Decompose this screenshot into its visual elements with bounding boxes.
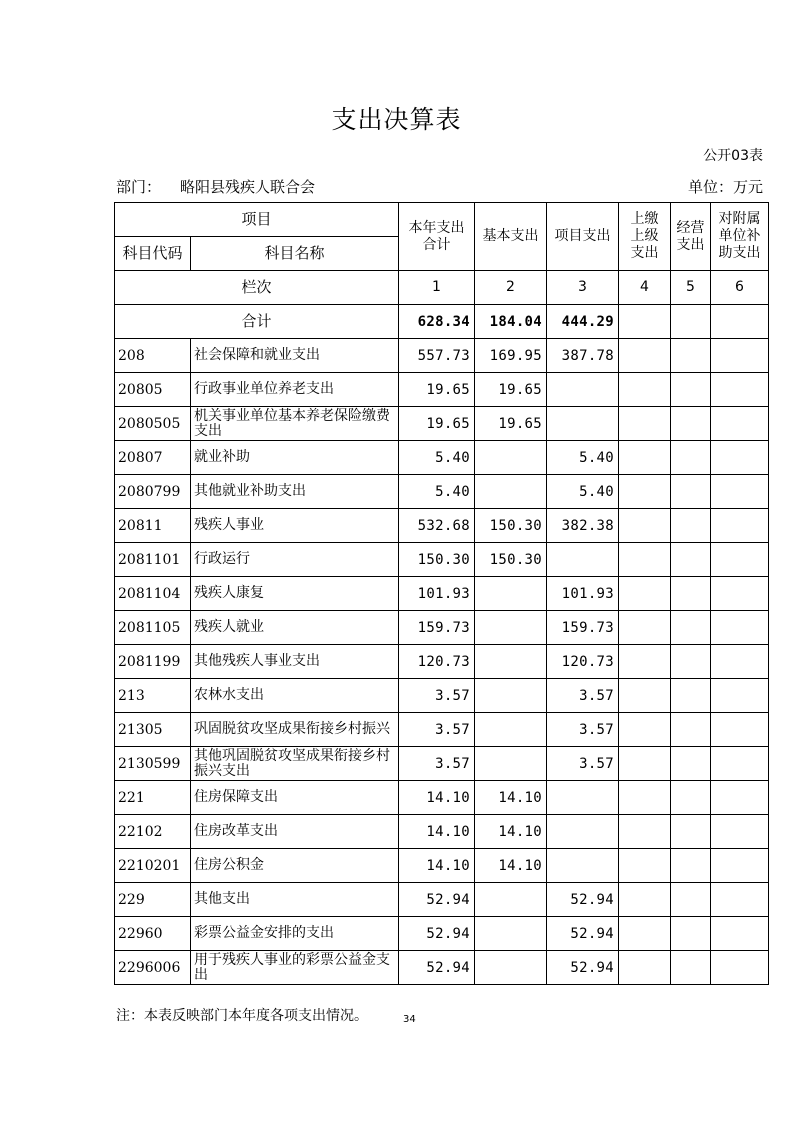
amount-cell: 14.10 (399, 815, 475, 849)
amount-cell (547, 543, 619, 577)
table-row (115, 441, 769, 475)
amount-cell: 557.73 (399, 339, 475, 373)
form-id: 公开03表 (703, 148, 763, 164)
amount-cell (671, 883, 711, 917)
subject-name: 彩票公益金安排的支出 (191, 917, 399, 951)
total-value: 444.29 (547, 305, 619, 339)
header-code: 科目代码 (115, 237, 191, 271)
subject-code: 2081199 (115, 645, 191, 679)
subject-name: 其他支出 (191, 883, 399, 917)
col-index: 6 (711, 271, 769, 305)
amount-cell (619, 951, 671, 985)
amount-cell (711, 509, 769, 543)
page-title: 支出决算表 (331, 105, 462, 134)
footnote: 注：本表反映部门本年度各项支出情况。 (116, 1008, 368, 1024)
amount-cell (619, 611, 671, 645)
total-value (671, 305, 711, 339)
subject-code: 213 (115, 679, 191, 713)
amount-cell: 5.40 (399, 475, 475, 509)
amount-cell (671, 407, 711, 441)
amount-cell: 19.65 (475, 373, 547, 407)
amount-cell (711, 441, 769, 475)
amount-cell: 3.57 (399, 713, 475, 747)
amount-cell: 120.73 (547, 645, 619, 679)
total-value (619, 305, 671, 339)
amount-cell (619, 407, 671, 441)
amount-cell (711, 747, 769, 781)
col-index: 4 (619, 271, 671, 305)
subject-name: 巩固脱贫攻坚成果衔接乡村振兴 (191, 713, 399, 747)
amount-cell (619, 917, 671, 951)
col-index: 5 (671, 271, 711, 305)
header-col3: 项目支出 (547, 203, 619, 271)
subject-code: 20807 (115, 441, 191, 475)
amount-cell: 159.73 (399, 611, 475, 645)
amount-cell: 52.94 (547, 883, 619, 917)
table-row (115, 679, 769, 713)
amount-cell: 150.30 (399, 543, 475, 577)
amount-cell: 382.38 (547, 509, 619, 543)
amount-cell: 532.68 (399, 509, 475, 543)
subject-code: 2081104 (115, 577, 191, 611)
amount-cell: 3.57 (547, 747, 619, 781)
amount-cell (711, 781, 769, 815)
table-row (115, 543, 769, 577)
subject-name: 其他就业补助支出 (191, 475, 399, 509)
amount-cell (671, 611, 711, 645)
header-name: 科目名称 (191, 237, 399, 271)
total-label: 合计 (115, 305, 399, 339)
amount-cell (619, 475, 671, 509)
amount-cell (547, 815, 619, 849)
table-row (115, 645, 769, 679)
expenditure-table (114, 202, 769, 985)
amount-cell (671, 339, 711, 373)
amount-cell (671, 713, 711, 747)
amount-cell (671, 441, 711, 475)
subject-name: 残疾人康复 (191, 577, 399, 611)
amount-cell (671, 645, 711, 679)
amount-cell (711, 951, 769, 985)
amount-cell (619, 781, 671, 815)
amount-cell (475, 577, 547, 611)
amount-cell (711, 577, 769, 611)
header-col1: 本年支出合计 (399, 203, 475, 271)
amount-cell (671, 951, 711, 985)
subject-code: 2210201 (115, 849, 191, 883)
amount-cell: 19.65 (399, 407, 475, 441)
amount-cell (671, 543, 711, 577)
header-lanci: 栏次 (115, 271, 399, 305)
subject-code: 2081105 (115, 611, 191, 645)
amount-cell (475, 611, 547, 645)
table-row (115, 339, 769, 373)
subject-name: 机关事业单位基本养老保险缴费支出 (191, 407, 399, 441)
amount-cell (475, 951, 547, 985)
amount-cell (547, 407, 619, 441)
header-col6: 对附属单位补助支出 (711, 203, 769, 271)
amount-cell (711, 679, 769, 713)
amount-cell: 19.65 (475, 407, 547, 441)
subject-code: 221 (115, 781, 191, 815)
dept-name: 略阳县残疾人联合会 (180, 178, 316, 196)
amount-cell (671, 509, 711, 543)
amount-cell (671, 373, 711, 407)
unit-label: 单位：万元 (687, 178, 763, 196)
subject-name: 就业补助 (191, 441, 399, 475)
amount-cell (619, 577, 671, 611)
total-value: 184.04 (475, 305, 547, 339)
amount-cell: 101.93 (547, 577, 619, 611)
amount-cell (619, 815, 671, 849)
total-value (711, 305, 769, 339)
amount-cell (619, 543, 671, 577)
amount-cell (547, 781, 619, 815)
subject-code: 2080799 (115, 475, 191, 509)
table-row (115, 509, 769, 543)
subject-name: 其他巩固脱贫攻坚成果衔接乡村振兴支出 (191, 747, 399, 781)
header-col5: 经营支出 (671, 203, 711, 271)
amount-cell (711, 373, 769, 407)
amount-cell: 150.30 (475, 543, 547, 577)
amount-cell (547, 373, 619, 407)
amount-cell (711, 339, 769, 373)
amount-cell (619, 883, 671, 917)
amount-cell (475, 475, 547, 509)
subject-code: 20811 (115, 509, 191, 543)
amount-cell (711, 883, 769, 917)
subject-name: 其他残疾人事业支出 (191, 645, 399, 679)
amount-cell: 52.94 (399, 951, 475, 985)
header-col4: 上缴上级支出 (619, 203, 671, 271)
amount-cell: 52.94 (399, 917, 475, 951)
amount-cell: 159.73 (547, 611, 619, 645)
col-index: 2 (475, 271, 547, 305)
amount-cell (671, 747, 711, 781)
table-row (115, 611, 769, 645)
amount-cell: 169.95 (475, 339, 547, 373)
amount-cell (711, 849, 769, 883)
amount-cell: 3.57 (399, 679, 475, 713)
table-row (115, 917, 769, 951)
amount-cell (475, 679, 547, 713)
table-row (115, 373, 769, 407)
subject-code: 2296006 (115, 951, 191, 985)
table-row (115, 849, 769, 883)
amount-cell (671, 475, 711, 509)
amount-cell: 101.93 (399, 577, 475, 611)
page-number: 34 (403, 1014, 416, 1025)
subject-code: 21305 (115, 713, 191, 747)
amount-cell: 3.57 (399, 747, 475, 781)
amount-cell (711, 815, 769, 849)
amount-cell: 14.10 (475, 849, 547, 883)
amount-cell: 3.57 (547, 679, 619, 713)
amount-cell (619, 509, 671, 543)
total-row (115, 305, 769, 339)
table-row (115, 747, 769, 781)
amount-cell (711, 407, 769, 441)
total-value: 628.34 (399, 305, 475, 339)
header-item: 项目 (115, 203, 399, 237)
subject-code: 20805 (115, 373, 191, 407)
amount-cell (671, 577, 711, 611)
col-index: 3 (547, 271, 619, 305)
table-row (115, 475, 769, 509)
amount-cell (619, 645, 671, 679)
amount-cell (475, 917, 547, 951)
amount-cell: 387.78 (547, 339, 619, 373)
amount-cell: 120.73 (399, 645, 475, 679)
amount-cell (475, 713, 547, 747)
table-row (115, 781, 769, 815)
amount-cell (671, 679, 711, 713)
amount-cell: 14.10 (399, 781, 475, 815)
amount-cell (711, 645, 769, 679)
amount-cell (711, 917, 769, 951)
amount-cell (619, 339, 671, 373)
subject-name: 行政事业单位养老支出 (191, 373, 399, 407)
amount-cell: 19.65 (399, 373, 475, 407)
amount-cell: 14.10 (475, 781, 547, 815)
subject-name: 用于残疾人事业的彩票公益金支出 (191, 951, 399, 985)
amount-cell (671, 815, 711, 849)
table-row (115, 713, 769, 747)
subject-code: 2081101 (115, 543, 191, 577)
amount-cell: 5.40 (547, 475, 619, 509)
subject-name: 住房公积金 (191, 849, 399, 883)
amount-cell (475, 645, 547, 679)
subject-name: 社会保障和就业支出 (191, 339, 399, 373)
subject-name: 住房保障支出 (191, 781, 399, 815)
amount-cell: 52.94 (547, 951, 619, 985)
col-index: 1 (399, 271, 475, 305)
amount-cell: 52.94 (399, 883, 475, 917)
amount-cell: 5.40 (399, 441, 475, 475)
amount-cell: 5.40 (547, 441, 619, 475)
amount-cell (475, 441, 547, 475)
amount-cell: 14.10 (399, 849, 475, 883)
amount-cell (619, 679, 671, 713)
subject-code: 22960 (115, 917, 191, 951)
subject-name: 行政运行 (191, 543, 399, 577)
header-col2: 基本支出 (475, 203, 547, 271)
table-row (115, 883, 769, 917)
amount-cell (475, 883, 547, 917)
amount-cell (711, 543, 769, 577)
amount-cell (711, 713, 769, 747)
amount-cell (475, 747, 547, 781)
amount-cell (547, 849, 619, 883)
subject-name: 残疾人就业 (191, 611, 399, 645)
amount-cell (711, 611, 769, 645)
subject-name: 农林水支出 (191, 679, 399, 713)
amount-cell (619, 849, 671, 883)
subject-code: 2080505 (115, 407, 191, 441)
subject-code: 208 (115, 339, 191, 373)
amount-cell (711, 475, 769, 509)
amount-cell: 150.30 (475, 509, 547, 543)
subject-code: 22102 (115, 815, 191, 849)
amount-cell (619, 441, 671, 475)
subject-name: 住房改革支出 (191, 815, 399, 849)
subject-code: 229 (115, 883, 191, 917)
amount-cell: 3.57 (547, 713, 619, 747)
table-row (115, 577, 769, 611)
table-row (115, 951, 769, 985)
amount-cell (671, 781, 711, 815)
amount-cell: 14.10 (475, 815, 547, 849)
amount-cell (619, 747, 671, 781)
amount-cell (671, 917, 711, 951)
amount-cell: 52.94 (547, 917, 619, 951)
amount-cell (619, 713, 671, 747)
amount-cell (619, 373, 671, 407)
subject-code: 2130599 (115, 747, 191, 781)
table-row (115, 407, 769, 441)
table-row (115, 815, 769, 849)
subject-name: 残疾人事业 (191, 509, 399, 543)
amount-cell (671, 849, 711, 883)
dept-label: 部门： (116, 178, 162, 196)
